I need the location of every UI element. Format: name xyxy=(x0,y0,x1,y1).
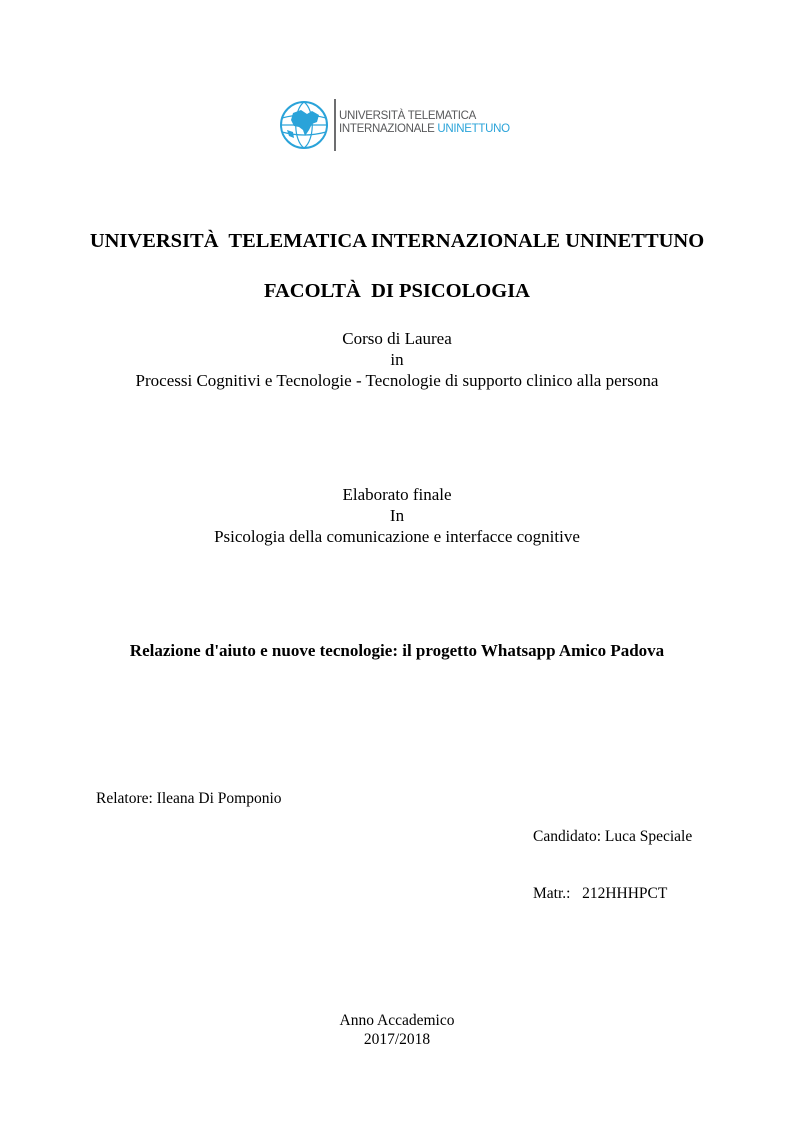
candidate-matr: Matr.: 212HHHPCT xyxy=(533,885,668,902)
supervisor: Relatore: Ileana Di Pomponio xyxy=(96,790,282,807)
thesis-block xyxy=(0,484,794,547)
academic-year-label: Anno Accademico xyxy=(339,1012,455,1029)
candidate-block xyxy=(533,789,692,922)
university-logo xyxy=(279,99,519,151)
course-block xyxy=(0,328,794,391)
thesis-in: In xyxy=(389,506,405,525)
course-in: in xyxy=(390,350,404,369)
logo-line-1: UNIVERSITÀ TELEMATICA xyxy=(339,110,477,122)
faculty-name: FACOLTÀ DI PSICOLOGIA xyxy=(264,280,530,302)
logo-line-2-blue: UNINETTUNO xyxy=(437,123,510,135)
academic-year-block xyxy=(0,1011,794,1049)
logo-wordmark xyxy=(339,110,510,136)
logo-divider xyxy=(334,99,336,151)
academic-year-value: 2017/2018 xyxy=(363,1031,431,1048)
course-label: Corso di Laurea xyxy=(342,329,452,348)
candidate-name: Candidato: Luca Speciale xyxy=(533,828,693,845)
globe-icon xyxy=(279,100,329,150)
thesis-label: Elaborato finale xyxy=(342,485,452,504)
university-name: UNIVERSITÀ TELEMATICA INTERNAZIONALE UNINETTUNO xyxy=(89,230,705,252)
thesis-subject: Psicologia della comunicazione e interfacce cognitive xyxy=(214,527,580,546)
logo-line-2-gray: INTERNAZIONALE xyxy=(339,123,438,135)
thesis-title: Relazione d'aiuto e nuove tecnologie: il progetto Whatsapp Amico Padova xyxy=(129,641,665,660)
logo-line-2 xyxy=(339,123,510,136)
course-name: Processi Cognitivi e Tecnologie - Tecnologie di supporto clinico alla persona xyxy=(135,371,659,390)
